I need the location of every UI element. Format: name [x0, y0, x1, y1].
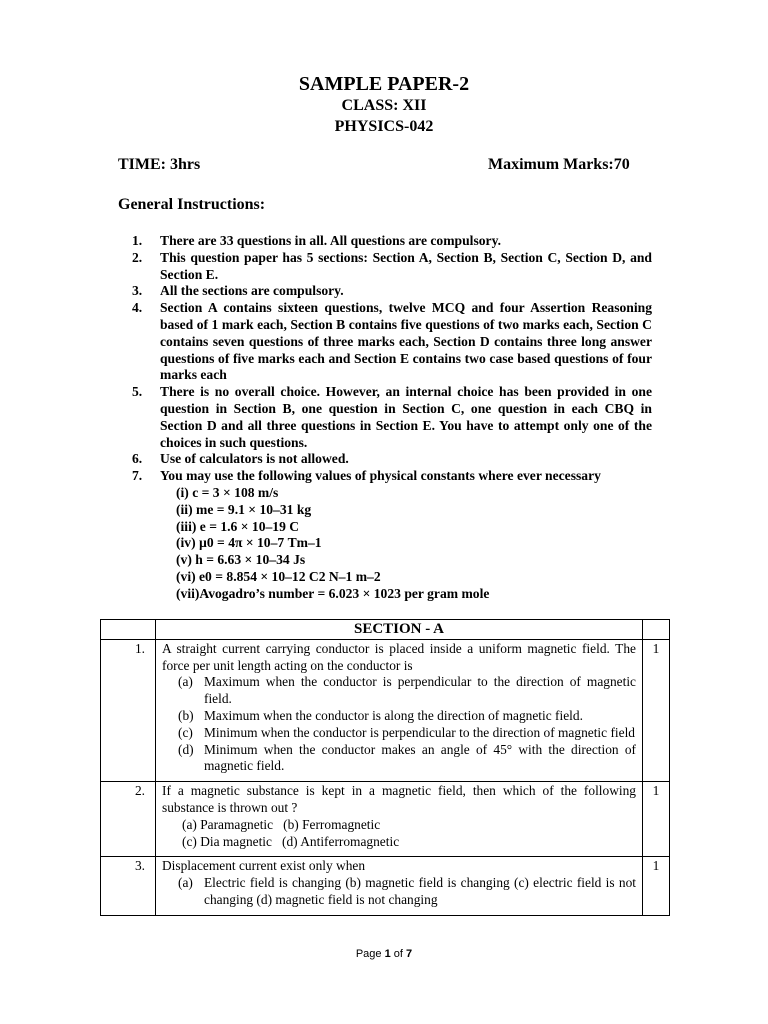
instruction-number: 3.	[132, 283, 143, 299]
option-line: (a) Paramagnetic (b) Ferromagnetic	[182, 816, 381, 832]
instructions-list	[132, 233, 652, 603]
max-marks-label: Maximum Marks:70	[488, 156, 630, 173]
instructions-heading: General Instructions:	[118, 196, 266, 213]
option-text: Maximum when the conductor is along the direction of magnetic field.	[204, 707, 583, 723]
question-option	[162, 674, 636, 708]
option-text: Electric field is changing (b) magnetic field is changing (c) electric field is not changing (d) magnetic field is not changing	[204, 875, 636, 907]
instruction-number: 4.	[132, 300, 143, 316]
section-heading: SECTION - A	[156, 620, 643, 640]
question-number: 3.	[101, 857, 156, 915]
question-row	[101, 857, 670, 915]
option-label: (a)	[178, 875, 193, 891]
instruction-text: There are 33 questions in all. All questions are compulsory.	[160, 233, 502, 248]
page-footer	[0, 948, 768, 960]
instruction-number: 7.	[132, 468, 143, 484]
section-heading-spacer	[643, 620, 670, 640]
constant-value: (iii) e = 1.6 × 10–19 C	[176, 518, 300, 534]
option-label: (c)	[178, 724, 193, 740]
option-text: Minimum when the conductor is perpendicular to the direction of magnetic field	[204, 724, 635, 740]
instruction-item	[132, 233, 652, 250]
constant-value: (i) c = 3 × 108 m/s	[176, 484, 279, 500]
time-label: TIME: 3hrs	[118, 156, 201, 173]
section-heading-spacer	[101, 620, 156, 640]
instruction-number: 5.	[132, 384, 143, 400]
instruction-text: Use of calculators is not allowed.	[160, 451, 349, 467]
question-marks: 1	[643, 639, 670, 781]
question-cell	[156, 639, 643, 781]
constant-value: (iv) µ0 = 4π × 10–7 Tm–1	[176, 535, 322, 551]
page-total: 7	[406, 948, 413, 960]
option-label: (d)	[178, 741, 194, 757]
class-label: CLASS: XII	[341, 97, 427, 114]
option-label: (b)	[178, 707, 194, 723]
question-cell	[156, 782, 643, 857]
instruction-text: This question paper has 5 sections: Section A, Section B, Section C, Section D, and Section E.	[160, 249, 652, 282]
instruction-number: 2.	[132, 249, 143, 265]
subject-label: PHYSICS-042	[334, 118, 434, 135]
question-cell	[156, 857, 643, 915]
section-a-table	[100, 619, 670, 916]
instruction-text: There is no overall choice. However, an internal choice has been provided in one question in Section B, one question in Section C, one question in each CBQ in Section D and all three questions in Section E. You have to attempt only one of the choices in such questions.	[160, 384, 652, 450]
option-text: Minimum when the conductor makes an angle of 45° with the direction of magnetic field.	[204, 741, 636, 774]
question-row	[101, 782, 670, 857]
instruction-number: 1.	[132, 233, 143, 248]
question-marks: 1	[643, 782, 670, 857]
question-option	[162, 708, 636, 725]
constant-value: (vii)Avogadro’s number = 6.023 × 1023 per gram mole	[176, 585, 490, 601]
instruction-item	[132, 468, 652, 485]
question-text: Displacement current exist only when	[162, 858, 366, 874]
constant-value: (ii) me = 9.1 × 10–31 kg	[176, 501, 312, 517]
question-option	[162, 742, 636, 776]
page-current: 1	[384, 948, 391, 960]
question-text: A straight current carrying conductor is placed inside a uniform magnetic field. The force per unit length acting on the conductor is	[162, 640, 636, 673]
option-text: Maximum when the conductor is perpendicular to the direction of magnetic field.	[204, 674, 636, 707]
instruction-item	[132, 451, 652, 468]
constant-value: (vi) e0 = 8.854 × 10–12 C2 N–1 m–2	[176, 568, 381, 584]
question-text: If a magnetic substance is kept in a magnetic field, then which of the following substance is thrown out ?	[162, 783, 636, 815]
instruction-item	[132, 250, 652, 284]
question-number: 2.	[101, 782, 156, 857]
instruction-item	[132, 283, 652, 300]
option-line: (c) Dia magnetic (d) Antiferromagnetic	[182, 833, 400, 849]
question-row	[101, 639, 670, 781]
instruction-number: 6.	[132, 451, 143, 467]
question-option	[162, 875, 636, 909]
instruction-text: You may use the following values of physical constants where ever necessary	[160, 468, 601, 484]
instruction-text: Section A contains sixteen questions, twelve MCQ and four Assertion Reasoning based of 1 mark each, Section B contains five questions of two marks each, Section C contains seven questions of three marks each, Section D contains three long answer questions of five marks each and Section E contains two case based questions of four marks each	[160, 300, 652, 383]
question-option	[162, 725, 636, 742]
instruction-text: All the sections are compulsory.	[160, 283, 344, 299]
question-number: 1.	[101, 639, 156, 781]
page-of: of	[393, 948, 403, 960]
option-label: (a)	[178, 674, 193, 690]
section-heading-row	[101, 620, 670, 640]
instruction-item	[132, 300, 652, 384]
question-marks: 1	[643, 857, 670, 915]
paper-title: SAMPLE PAPER-2	[298, 73, 470, 95]
page-word: Page	[355, 948, 382, 960]
constant-value: (v) h = 6.63 × 10–34 Js	[176, 552, 306, 568]
instruction-item	[132, 384, 652, 451]
